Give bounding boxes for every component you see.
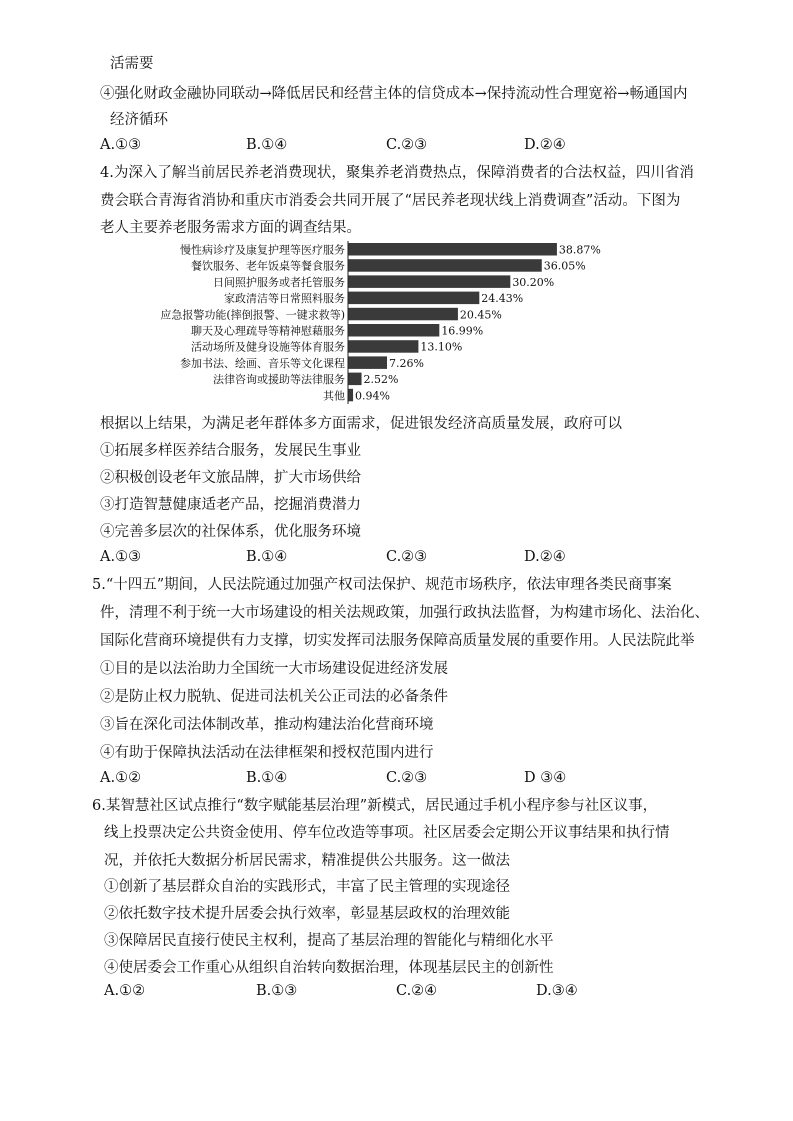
q5-option-a: A.①② [100, 770, 142, 786]
q5-option-d: D ③④ [524, 770, 567, 786]
q4-stem-line1: 4.为深入了解当前居民养老消费现状，聚集养老消费热点，保障消费者的合法权益，四川省消 [100, 165, 694, 181]
value-label: 13.10% [420, 340, 463, 354]
q4-stem-line3: 老人主要养老服务需求方面的调查结果。 [100, 220, 361, 236]
bar [348, 275, 510, 288]
q4-item-1: ①拓展多样医养结合服务，发展民生事业 [100, 443, 361, 459]
value-label: 24.43% [481, 292, 524, 306]
q6-item-3: ③保障居民直接行使民主权利，提高了基层治理的智能化与精细化水平 [104, 933, 554, 949]
q3-option-d: D.②④ [524, 137, 566, 153]
q6-option-b: B.①③ [256, 983, 298, 999]
value-label: 7.26% [389, 356, 424, 370]
q4-after-chart: 根据以上结果，为满足老年群体多方面需求，促进银发经济高质量发展，政府可以 [100, 416, 622, 432]
q5-stem-line3: 国际化营商环境提供有力支撑，切实发挥司法服务保障高质量发展的重要作用。人民法院此举 [100, 633, 695, 649]
q5-option-c: C.②③ [386, 770, 428, 786]
q3-options [100, 135, 700, 155]
q4-stem-line2: 费会联合青海省消协和重庆市消委会共同开展了“居民养老现状线上消费调查”活动。下图为 [100, 193, 681, 209]
q6-option-d: D.③④ [536, 983, 578, 999]
q4-item-2: ②积极创设老年文旅品牌，扩大市场供给 [100, 470, 361, 486]
bar [348, 259, 542, 272]
value-label: 30.20% [512, 275, 555, 289]
bar [348, 340, 418, 353]
value-label: 0.94% [355, 389, 391, 403]
bar [348, 324, 439, 337]
q6-stem-line3: 况，并依托大数据分析居民需求，精准提供公共服务。这一做法 [104, 853, 510, 869]
category-label: 其他 [323, 389, 345, 403]
value-label: 38.87% [558, 243, 601, 257]
q6-stem-line2: 线上投票决定公共资金使用、停车位改造等事项。社区居委会定期公开议事结果和执行情 [104, 825, 670, 841]
q4-option-b: B.①④ [246, 549, 288, 565]
category-label: 日间照护服务或者托管服务 [213, 275, 345, 289]
category-label: 应急报警功能(摔倒报警、一键求救等) [160, 308, 345, 322]
q5-option-b: B.①④ [246, 770, 288, 786]
q6-option-c: C.②④ [396, 983, 438, 999]
q3-option-b: B.①④ [246, 137, 288, 153]
q6-item-1: ①创新了基层群众自治的实践形式，丰富了民主管理的实现途径 [104, 879, 510, 895]
bar [348, 243, 557, 256]
value-label: 16.99% [441, 324, 484, 338]
survey-bar-chart [130, 238, 630, 404]
bar [348, 292, 479, 305]
q6-options [104, 981, 704, 1001]
q5-item-1: ①目的是以法治助力全国统一大市场建设促进经济发展 [100, 661, 448, 677]
category-label: 活动场所及健身设施等体育服务 [191, 340, 345, 354]
q4-option-d: D.②④ [524, 549, 566, 565]
category-label: 餐饮服务、老年饭桌等餐食服务 [191, 259, 345, 273]
q6-stem-line1: 6.某智慧社区试点推行“数字赋能基层治理”新模式，居民通过手机小程序参与社区议事， [92, 798, 658, 814]
q5-options [100, 768, 700, 788]
bar [348, 356, 387, 369]
q3-continuation: 活需要 [110, 56, 154, 72]
category-label: 聊天及心理疏导等精神慰藉服务 [191, 324, 345, 338]
q3-option-a: A.①③ [100, 137, 142, 153]
q5-item-4: ④有助于保障执法活动在法律框架和授权范围内进行 [100, 745, 434, 761]
q6-item-4: ④使居委会工作重心从组织自治转向数据治理，体现基层民主的创新性 [104, 960, 554, 976]
bar [348, 308, 458, 321]
q4-item-3: ③打造智慧健康适老产品，挖掘消费潜力 [100, 497, 361, 513]
category-label: 家政清洁等日常照料服务 [224, 292, 345, 306]
category-label: 慢性病诊疗及康复护理等医疗服务 [180, 243, 345, 257]
q4-option-a: A.①③ [100, 549, 142, 565]
q5-stem-line2: 件，清理不利于统一大市场建设的相关法规政策，加强行政执法监督，为构建市场化、法治化、 [100, 605, 709, 621]
q6-item-2: ②依托数字技术提升居委会执行效率，彰显基层政权的治理效能 [104, 906, 510, 922]
category-label: 法律咨询或援助等法律服务 [213, 373, 345, 387]
q3-item-4-line2: 经济循环 [110, 112, 168, 128]
bar [348, 373, 362, 386]
q4-option-c: C.②③ [386, 549, 428, 565]
q6-option-a: A.①② [104, 983, 146, 999]
q5-stem-line1: 5.“十四五”期间，人民法院通过加强产权司法保护、规范市场秩序，依法审理各类民商事案 [92, 577, 672, 593]
value-label: 2.52% [363, 373, 399, 387]
q5-item-2: ②是防止权力脱轨、促进司法机关公正司法的必备条件 [100, 689, 448, 705]
bar [348, 389, 353, 402]
q4-options [100, 547, 700, 567]
q5-item-3: ③旨在深化司法体制改革，推动构建法治化营商环境 [100, 717, 434, 733]
value-label: 36.05% [543, 259, 586, 273]
value-label: 20.45% [459, 308, 502, 322]
q4-item-4: ④完善多层次的社保体系，优化服务环境 [100, 524, 361, 540]
q3-option-c: C.②③ [386, 137, 428, 153]
q3-item-4-line1: ④强化财政金融协同联动→降低居民和经营主体的信贷成本→保持流动性合理宽裕→畅通国内 [100, 86, 688, 102]
category-label: 参加书法、绘画、音乐等文化课程 [180, 356, 345, 370]
